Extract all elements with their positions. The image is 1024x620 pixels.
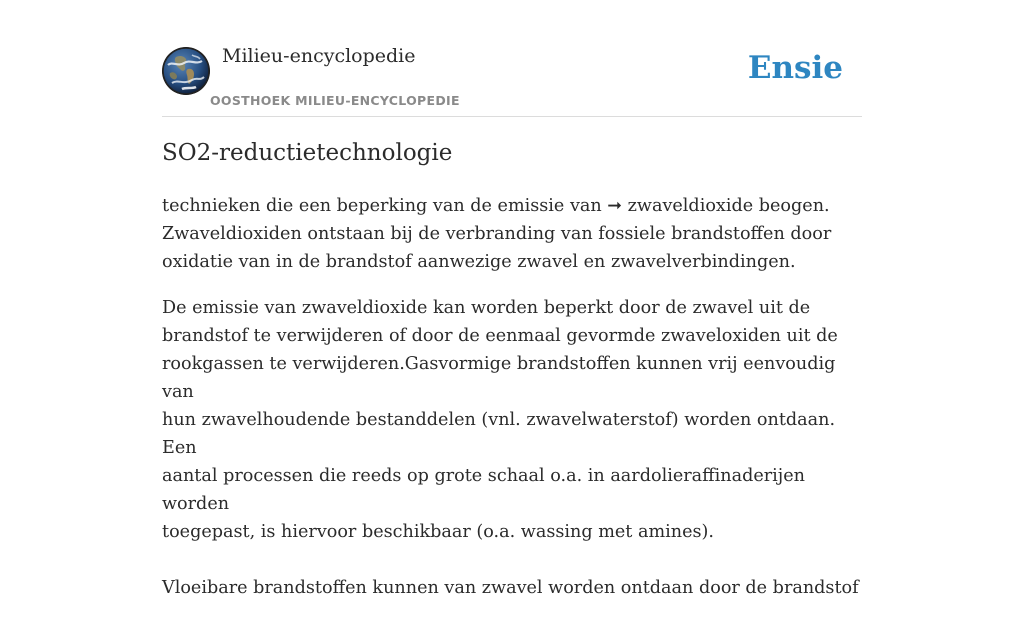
- site-logo[interactable]: [162, 47, 210, 95]
- article-body: [162, 294, 862, 602]
- site-header: [162, 0, 862, 117]
- body-line: Vloeibare brandstoffen kunnen van zwavel worden ontdaan door de brandstof: [162, 578, 859, 598]
- body-line: hun zwavelhoudende bestanddelen (vnl. zwavelwaterstof) worden ontdaan. Een: [162, 410, 836, 458]
- brand-logo-link[interactable]: Ensie: [747, 50, 843, 86]
- zwaveldioxide-link[interactable]: [607, 196, 753, 216]
- body-line: toegepast, is hiervoor beschikbaar (o.a. wassing met amines).: [162, 522, 714, 542]
- page-container: [162, 0, 862, 598]
- earth-globe-icon: [162, 47, 210, 95]
- paragraph-gap: [162, 546, 862, 574]
- site-title[interactable]: Milieu-encyclopedie: [222, 45, 416, 67]
- site-subtitle: OOSTHOEK MILIEU-ENCYCLOPEDIE: [210, 93, 460, 108]
- body-line: aantal processen die reeds op grote schaal o.a. in aardolieraffinaderijen worden: [162, 466, 805, 514]
- intro-line-2: Zwaveldioxiden ontstaan bij de verbranding van fossiele brandstoffen door: [162, 224, 832, 244]
- link-arrow-icon: ➞: [607, 196, 623, 216]
- intro-text-before-link: technieken die een beperking van de emissie van: [162, 196, 608, 216]
- intro-text-after-link: beogen.: [753, 196, 830, 216]
- intro-line-1: [162, 192, 862, 220]
- zwaveldioxide-link-text: zwaveldioxide: [622, 196, 754, 216]
- body-line: De emissie van zwaveldioxide kan worden beperkt door de zwavel uit de: [162, 298, 811, 318]
- article-content: [162, 192, 862, 620]
- intro-line-3: oxidatie van in de brandstof aanwezige zwavel en zwavelverbindingen.: [162, 252, 796, 272]
- page-title: SO2-reductietechnologie: [162, 140, 453, 166]
- body-line: brandstof te verwijderen of door de eenmaal gevormde zwaveloxiden uit de: [162, 326, 838, 346]
- body-line: rookgassen te verwijderen.Gasvormige brandstoffen kunnen vrij eenvoudig van: [162, 354, 836, 402]
- article-intro: [162, 192, 862, 276]
